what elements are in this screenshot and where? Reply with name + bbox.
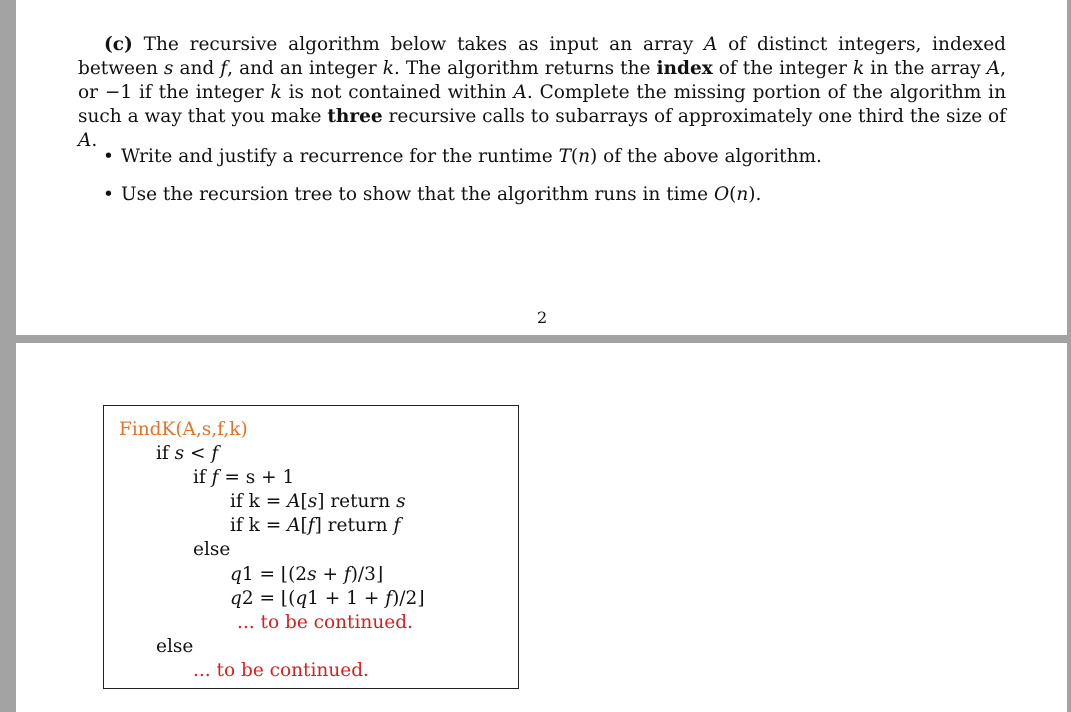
- page-2: [16, 343, 1067, 712]
- page-number: 2: [537, 308, 548, 327]
- page-1: [16, 0, 1067, 335]
- code-line-q1: q1 = ⌊(2s + f)/3⌋: [230, 564, 384, 585]
- bullet-list: [103, 145, 822, 221]
- text-seg: and: [173, 58, 221, 79]
- code-line-return-s: if k = A[s] return s: [230, 491, 406, 512]
- bullet-text: ) of the above algorithm.: [590, 146, 822, 167]
- algorithm-header: FindK(A,s,f,k): [119, 419, 248, 440]
- bold-term: three: [327, 106, 383, 127]
- code-line-if-s-lt-f: if s < f: [156, 443, 219, 464]
- math-var: k: [853, 58, 865, 79]
- code-line-return-f: if k = A[f] return f: [230, 515, 401, 536]
- code-line-else-inner: else: [193, 539, 231, 560]
- to-be-continued-outer: ... to be continued.: [193, 660, 369, 681]
- text-seg: . The algorithm returns the: [393, 58, 657, 79]
- code-line-else-outer: else: [156, 636, 194, 657]
- math-var: T: [558, 146, 571, 167]
- math-var: A: [513, 82, 527, 103]
- text-seg: of distinct integers, indexed between: [78, 34, 1006, 79]
- text-seg: recursive calls to subarrays of approximately one third the size of: [382, 106, 1007, 127]
- math-var: A: [78, 130, 92, 151]
- math-var: k: [270, 82, 282, 103]
- text-seg: , and an integer: [227, 58, 383, 79]
- math-var: O: [713, 184, 730, 205]
- code-line-if-f-eq: if f = s + 1: [193, 467, 295, 488]
- math-var: f: [220, 58, 228, 79]
- bullet-item: [103, 145, 822, 169]
- bullet-item: [103, 183, 822, 207]
- text-seg: The recursive algorithm below takes as input an array: [143, 34, 704, 55]
- code-line-q2: q2 = ⌊(q1 + 1 + f)/2⌋: [230, 588, 425, 609]
- bullet-text: (: [570, 146, 579, 167]
- bullet-text: ).: [748, 184, 762, 205]
- math-var: A: [986, 58, 1001, 79]
- text-seg: , or −1 if the integer: [78, 58, 1006, 103]
- math-var: n: [578, 146, 591, 167]
- math-var: s: [163, 58, 174, 79]
- bold-term: index: [656, 58, 713, 79]
- part-label: (c): [104, 34, 133, 55]
- text-seg: of the integer: [712, 58, 854, 79]
- math-var: n: [736, 184, 749, 205]
- bullet-text: Write and justify a recurrence for the runtime: [121, 146, 559, 167]
- text-seg: . Complete the missing portion of the algorithm in such a way that you make: [78, 82, 1006, 127]
- question-paragraph: [78, 33, 1006, 153]
- text-seg: .: [91, 130, 98, 151]
- algorithm-box: [103, 405, 519, 689]
- bullet-text: (: [729, 184, 737, 205]
- to-be-continued-inner: ... to be continued.: [237, 612, 413, 633]
- text-seg: in the array: [864, 58, 987, 79]
- bullet-text: Use the recursion tree to show that the algorithm runs in time: [121, 184, 714, 205]
- math-var: A: [703, 34, 718, 55]
- text-seg: is not contained within: [281, 82, 514, 103]
- math-var: k: [382, 58, 394, 79]
